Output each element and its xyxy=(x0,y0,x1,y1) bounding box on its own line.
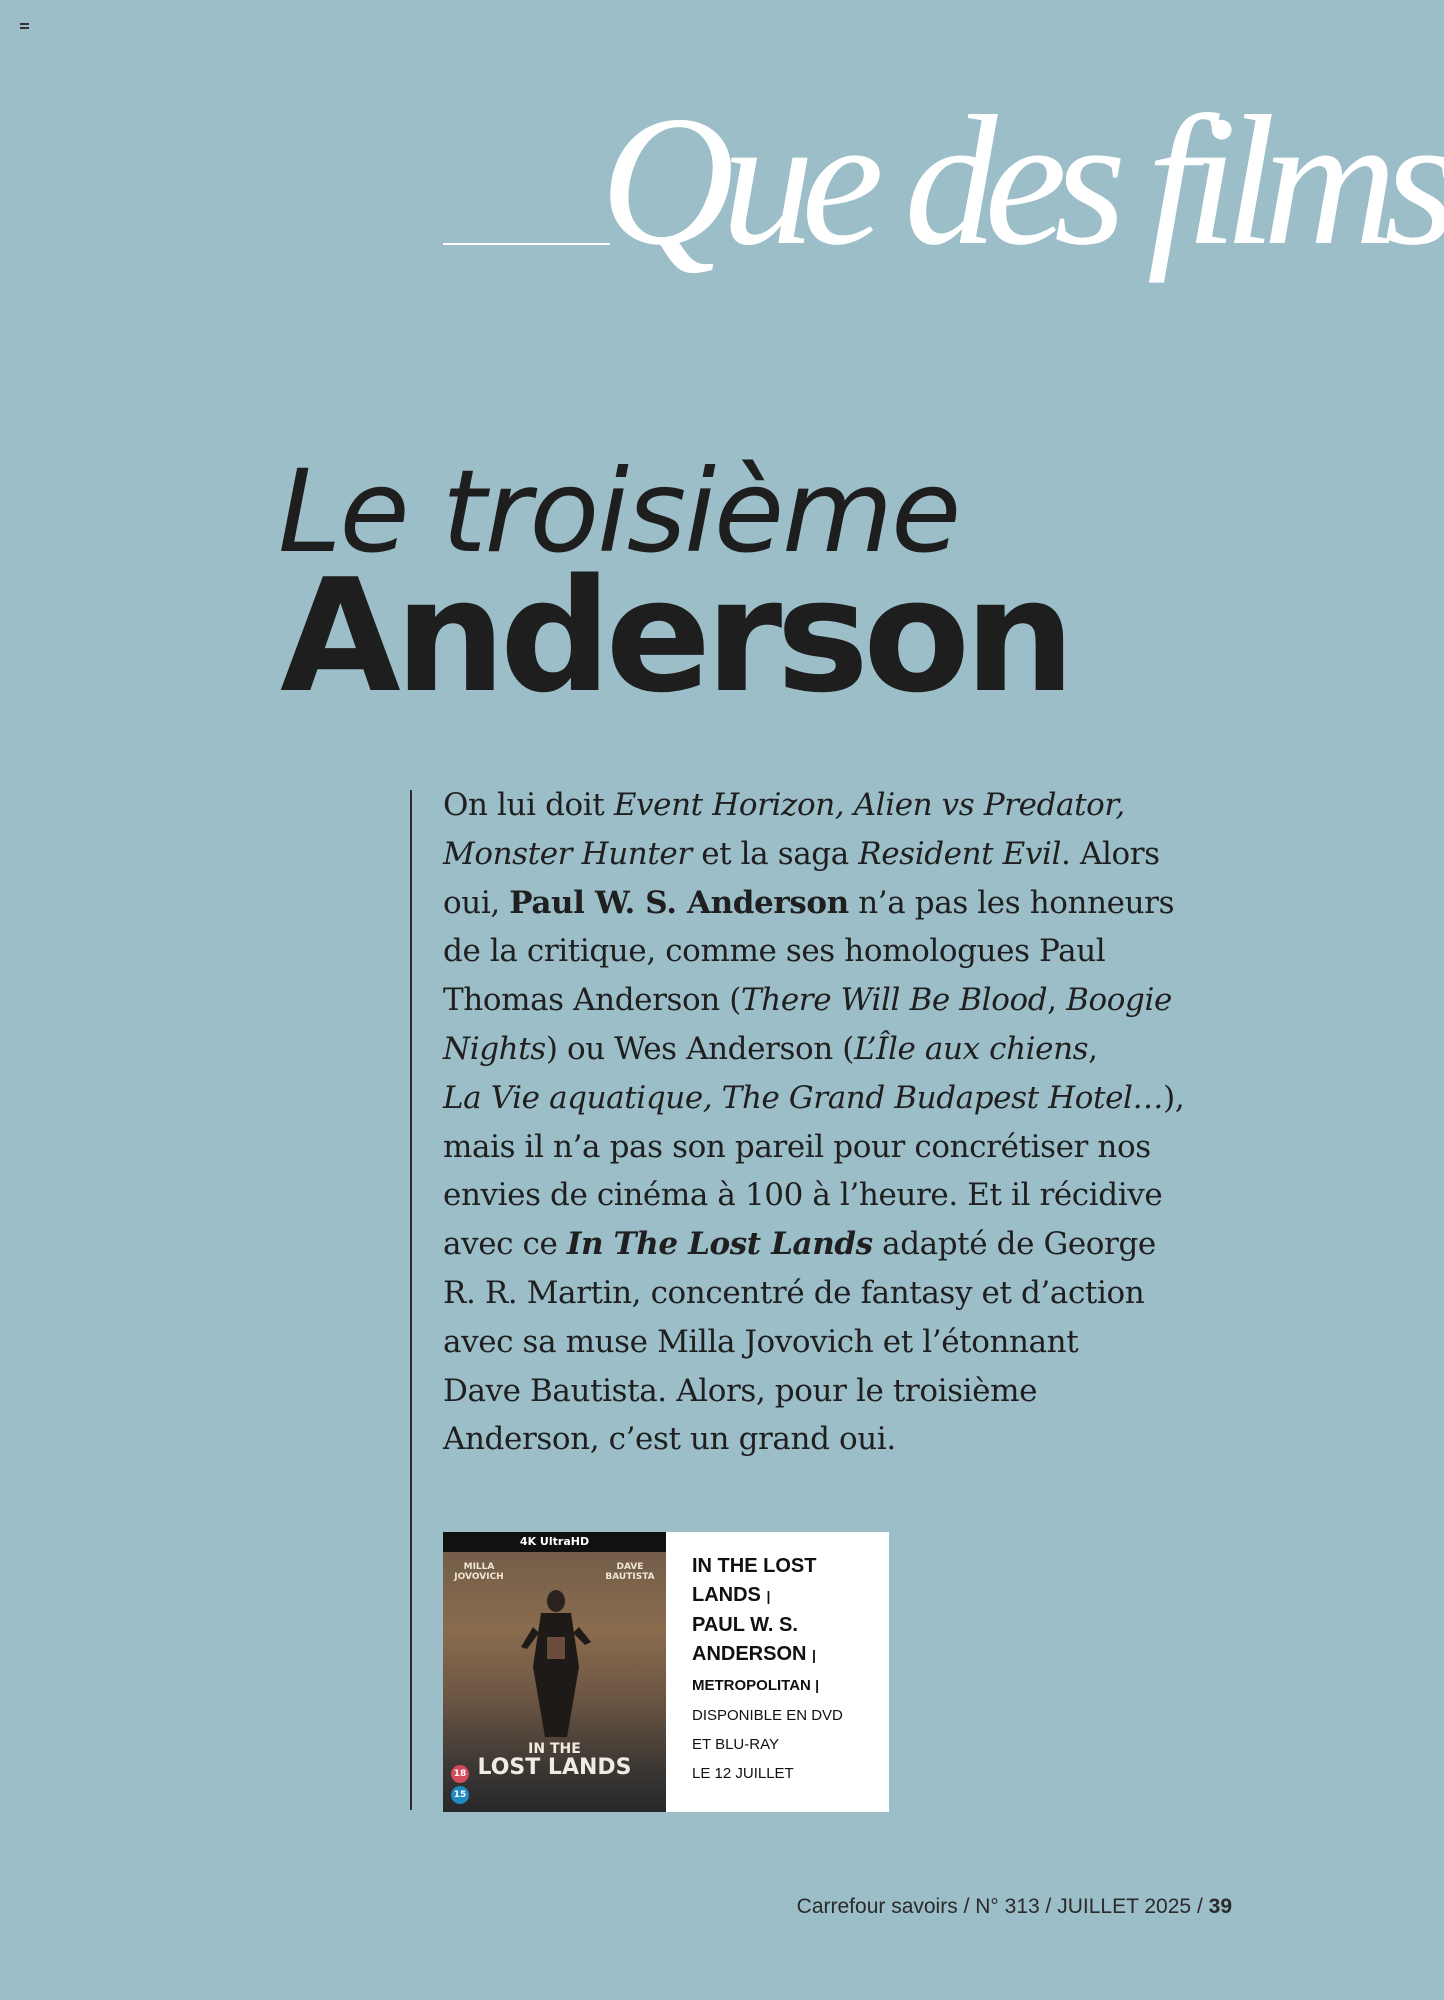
body-segment: ), xyxy=(1163,1079,1185,1116)
body-segment: Nights xyxy=(443,1030,546,1067)
separator: | xyxy=(812,1647,816,1663)
body-segment: . Alors xyxy=(1061,835,1160,872)
cover-actor-right: DAVE BAUTISTA xyxy=(605,1562,655,1582)
product-title-line xyxy=(692,1581,882,1611)
body-line xyxy=(443,1318,1213,1367)
body-line xyxy=(443,1269,1213,1318)
product-title-line: IN THE LOST xyxy=(692,1555,817,1577)
body-segment: et la saga xyxy=(691,835,859,872)
body-segment: envies de cinéma à 100 à l’heure. Et il récidive xyxy=(443,1177,1163,1214)
body-segment: Event Horizon, Alien vs Predator, xyxy=(613,787,1125,823)
product-availability: ET BLU-RAY xyxy=(692,1736,779,1753)
dvd-cover xyxy=(443,1532,666,1812)
body-segment: There Will Be Blood xyxy=(741,982,1048,1019)
cover-format-band: 4K UltraHD xyxy=(443,1532,666,1552)
body-segment: On lui doit xyxy=(443,787,614,823)
body-segment: Boogie xyxy=(1066,982,1172,1019)
footer-issue: N° 313 xyxy=(975,1895,1040,1918)
body-segment: avec sa muse Milla Jovovich et l’étonnant xyxy=(443,1323,1079,1360)
corner-mark xyxy=(20,23,29,29)
product-director-line: PAUL W. S. xyxy=(692,1614,798,1636)
body-segment: Anderson, c’est un grand oui. xyxy=(443,1421,896,1458)
product-publisher xyxy=(692,1670,882,1701)
body-line xyxy=(443,1220,1213,1269)
cover-title-big: LOST LANDS xyxy=(477,1755,632,1780)
rubric-title: Que des films xyxy=(600,78,1444,284)
body-line xyxy=(443,1074,1213,1123)
body-segment: Dave Bautista. Alors, pour le troisième xyxy=(443,1372,1038,1409)
body-line xyxy=(443,1025,1213,1074)
article-body xyxy=(443,781,1213,1464)
product-info-box xyxy=(666,1532,889,1812)
body-segment: R. R. Martin, concentré de fantasy et d’action xyxy=(443,1274,1145,1311)
body-segment: , xyxy=(1088,1030,1098,1067)
article-headline: Anderson xyxy=(280,545,1070,727)
body-segment: In The Lost Lands xyxy=(566,1226,873,1263)
page-footer xyxy=(797,1895,1232,1919)
body-line xyxy=(443,1123,1213,1172)
rubric-rule xyxy=(443,243,610,245)
body-line xyxy=(443,879,1213,928)
product-availability: DISPONIBLE EN DVD xyxy=(692,1707,843,1724)
column-rule xyxy=(410,790,412,1810)
body-segment: Thomas Anderson ( xyxy=(443,982,741,1019)
cover-title xyxy=(443,1742,666,1780)
body-segment: L’Île aux chiens xyxy=(853,1030,1089,1067)
cover-rating-badge: 18 xyxy=(451,1765,469,1783)
body-segment: La Vie aquatique, The Grand Budapest Hotel… xyxy=(443,1079,1164,1116)
footer-date: JUILLET 2025 xyxy=(1057,1895,1192,1918)
product-release-date: LE 12 JUILLET xyxy=(692,1765,794,1782)
body-segment: oui, xyxy=(443,884,510,921)
body-line xyxy=(443,830,1213,879)
cover-rating-badge: 15 xyxy=(451,1786,469,1804)
body-line xyxy=(443,1171,1213,1220)
article-kicker: Le troisième xyxy=(278,445,960,578)
footer-sep: / xyxy=(963,1895,970,1918)
product-publisher-text: METROPOLITAN xyxy=(692,1677,811,1694)
product-director-line xyxy=(692,1640,882,1670)
product-director-text: ANDERSON xyxy=(692,1643,807,1665)
cover-actor-left: MILLA JOVOVICH xyxy=(454,1562,504,1582)
body-segment: adapté de George xyxy=(872,1226,1156,1263)
body-segment: de la critique, comme ses homologues Paul xyxy=(443,933,1106,970)
body-line xyxy=(443,927,1213,976)
footer-sep: / xyxy=(1196,1895,1203,1918)
body-segment: avec ce xyxy=(443,1226,567,1263)
body-segment: mais il n’a pas son pareil pour concrétiser nos xyxy=(443,1128,1151,1165)
body-line xyxy=(443,976,1213,1025)
footer-magazine: Carrefour savoirs xyxy=(796,1895,958,1918)
body-segment: , xyxy=(1047,982,1067,1019)
page-number: 39 xyxy=(1208,1895,1232,1918)
body-segment: ) ou Wes Anderson ( xyxy=(545,1030,854,1067)
separator: | xyxy=(766,1588,771,1604)
cover-title-small: IN THE xyxy=(528,1741,581,1757)
body-segment: n’a pas les honneurs xyxy=(848,884,1175,921)
body-line xyxy=(443,1367,1213,1416)
separator: | xyxy=(815,1677,819,1693)
body-segment: Resident Evil xyxy=(858,835,1062,872)
body-segment: Paul W. S. Anderson xyxy=(509,884,849,921)
body-line xyxy=(443,781,1213,830)
cover-figure-illustration xyxy=(521,1587,591,1737)
footer-sep: / xyxy=(1045,1895,1052,1918)
body-segment: Monster Hunter xyxy=(443,835,692,872)
product-title-text: LANDS xyxy=(692,1584,761,1606)
body-line xyxy=(443,1415,1213,1464)
